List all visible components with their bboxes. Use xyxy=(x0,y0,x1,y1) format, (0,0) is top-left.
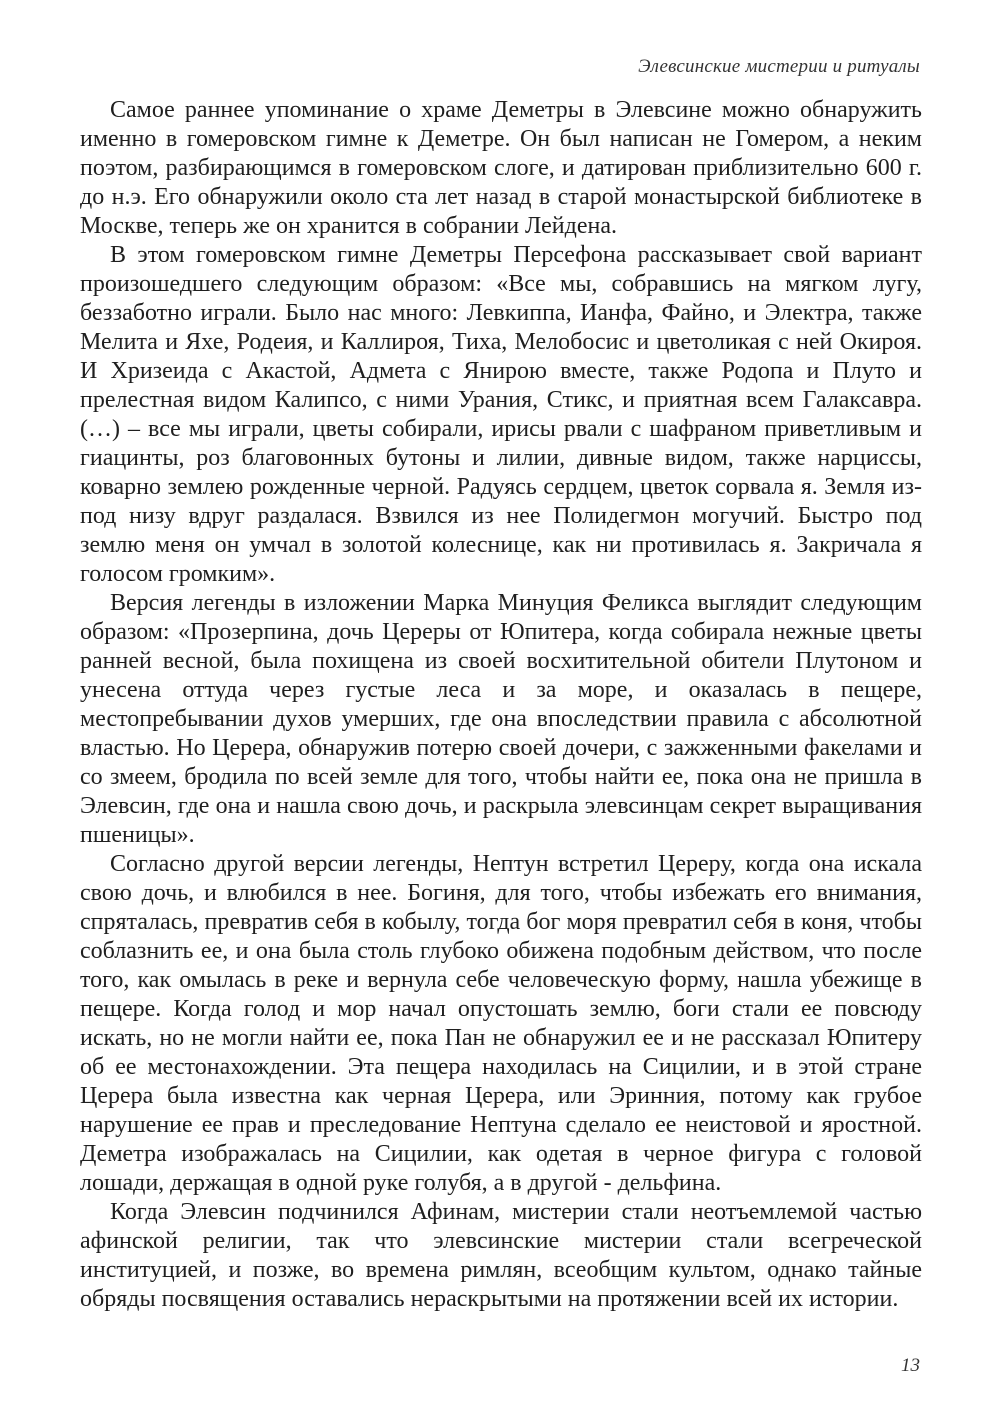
paragraph-3: Версия легенды в изложении Марка Минуция Феликса выглядит следующим образом: «Прозерпина, дочь Цереры от Юпитера, когда собирала нежные цветы ранней весной, была похищена из своей восхитительной обители Плутоном и унесена оттуда через густые леса и за море, и оказалась в пещере, местопребывании духов умерших, где она впоследствии правила с абсолютной властью. Но Церера, обнаружив потерю своей дочери, с зажженными факелами и со змеем, бродила по всей земле для того, чтобы найти ее, пока она не пришла в Элевсин, где она и нашла свою дочь, и раскрыла элевсинцам секрет выращивания пшеницы». xyxy=(80,590,922,848)
paragraph-1: Самое раннее упоминание о храме Деметры в Элевсине можно обнаружить именно в гомеровском гимне к Деметре. Он был написан не Гомером, а неким поэтом, разбирающимся в гомеровском слоге, и датирован приблизительно 600 г. до н.э. Его обнаружили около ста лет назад в старой монастырской библиотеке в Москве, теперь же он хранится в собрании Лейдена. xyxy=(80,97,922,239)
running-header: Элевсинские мистерии и ритуалы xyxy=(638,56,920,77)
body-text xyxy=(80,96,922,1314)
paragraph-5: Когда Элевсин подчинился Афинам, мистерии стали неотъемлемой частью афинской религии, так что элевсинские мистерии стали всегреческой институцией, и позже, во времена римлян, всеобщим культом, однако тайные обряды посвящения оставались нераскрытыми на протяжении всей их истории. xyxy=(80,1199,922,1312)
paragraph-2: В этом гомеровском гимне Деметры Персефона рассказывает свой вариант произошедшего следующим образом: «Все мы, собравшись на мягком лугу, беззаботно играли. Было нас много: Левкиппа, Ианфа, Файно, и Электра, также Мелита и Яхе, Родеия, и Каллироя, Тиха, Мелобосис и цветоликая с ней Окироя. И Хризеида с Акастой, Адмета с Янирою вместе, также Родопа и Плуто и прелестная видом Калипсо, с ними Урания, Стикс, и приятная всем Галаксавра. (…) – все мы играли, цветы собирали, ирисы рвали с шафраном приветливым и гиацинты, роз благовонных бутоны и лилии, дивные видом, также нарциссы, коварно землею рожденные черной. Радуясь сердцем, цветок сорвала я. Земля из-под низу вдруг раздалася. Взвился из нее Полидегмон могучий. Быстро под землю меня он умчал в золотой колеснице, как ни противилась я. Закричала я голосом громким». xyxy=(80,242,922,587)
paragraph-4: Согласно другой версии легенды, Нептун встретил Цереру, когда она искала свою дочь, и влюбился в нее. Богиня, для того, чтобы избежать его внимания, спряталась, превратив себя в кобылу, тогда бог моря превратил себя в коня, чтобы соблазнить ее, и она была столь глубоко обижена подобным действом, что после того, как омылась в реке и вернула себе человеческую форму, нашла убежище в пещере. Когда голод и мор начал опустошать землю, боги стали ее повсюду искать, но не могли найти ее, пока Пан не обнаружил ее и не рассказал Юпитеру об ее местонахождении. Эта пещера находилась на Сицилии, и в этой стране Церера была известна как черная Церера, или Эринния, потому как грубое нарушение ее прав и преследование Нептуна сделало ее неистовой и яростной. Деметра изображалась на Сицилии, как одетая в черное фигура с головой лошади, держащая в одной руке голубя, а в другой - дельфина. xyxy=(80,851,922,1196)
page-number: 13 xyxy=(901,1355,920,1376)
